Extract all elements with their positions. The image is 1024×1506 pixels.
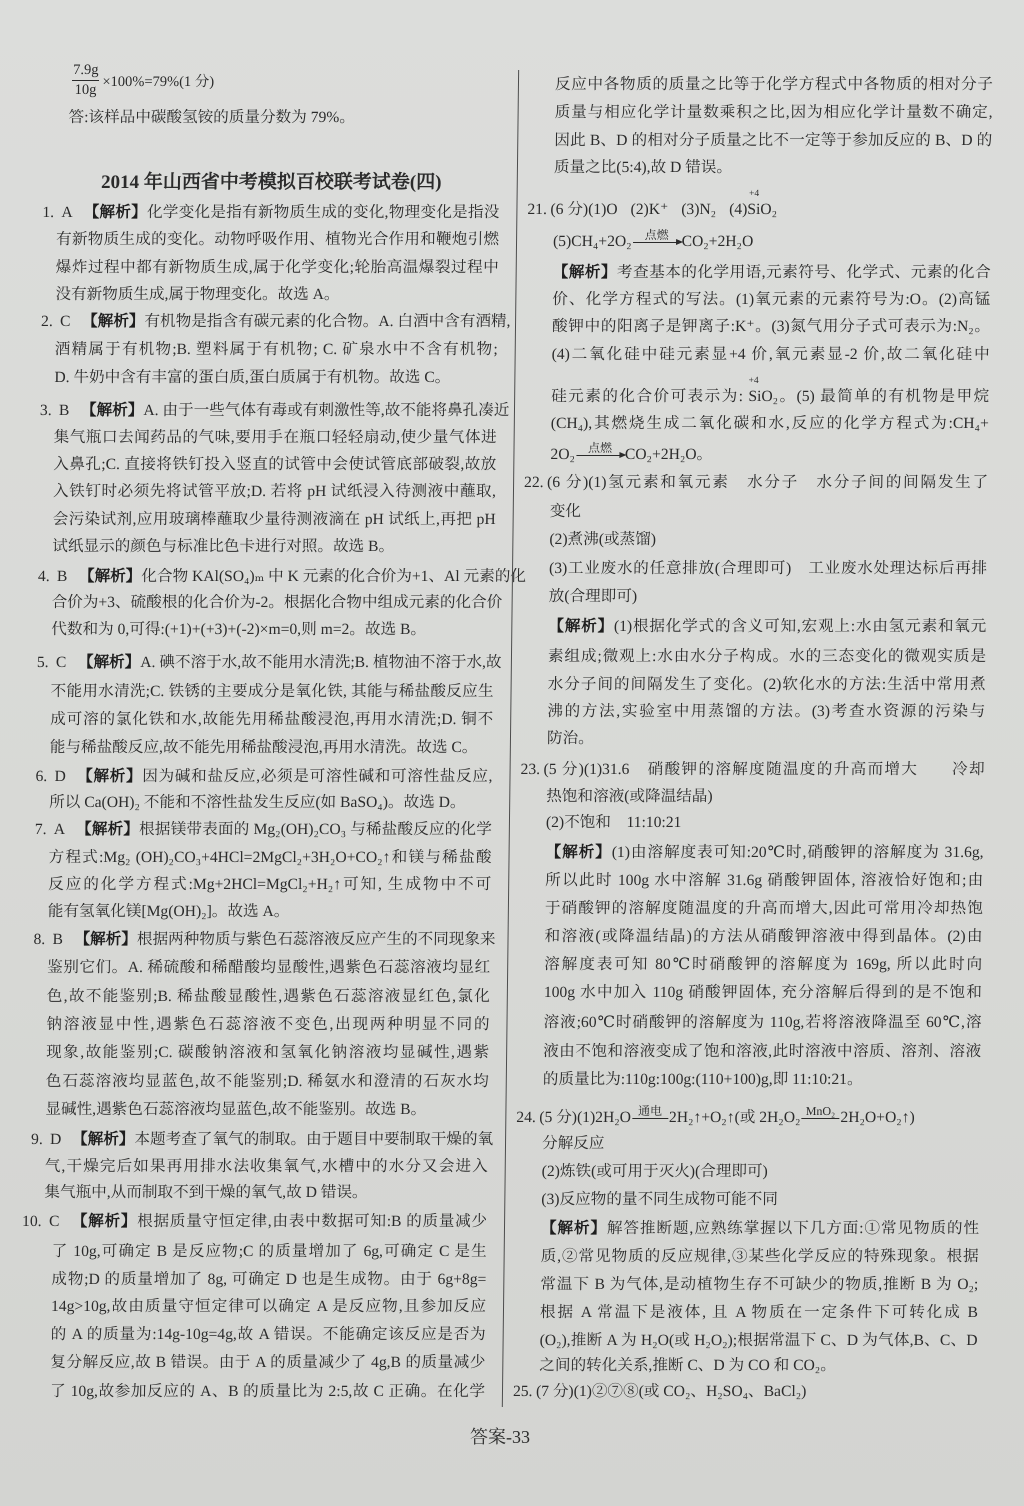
item-3-line: 入铁钉时必须先将试管平放;D. 若将 pH 试纸浸入待测液中蘸取,	[52, 483, 497, 500]
item-number: 10.	[21, 1213, 42, 1230]
item-number: 1.	[42, 204, 55, 221]
equation-reactants: (5)CH₄+2O₂	[552, 233, 632, 250]
item-answer: A	[61, 204, 73, 221]
question-23-analysis-line: 所以此时 100g 水中溶解 31.6g 硝酸钾固体, 溶液恰好饱和;由	[545, 872, 984, 889]
item-number: 9.	[30, 1131, 43, 1148]
fraction-numerator: 7.9g	[72, 61, 100, 81]
item-3-line: 会污染试剂,应用玻璃棒蘸取少量待测液滴在 pH 试纸上,再把 pH	[52, 511, 496, 528]
question-23-analysis-line: 和溶液(或降温结晶)的方法从硝酸钾溶液中得到晶体。(2)由	[544, 928, 983, 945]
reaction-condition: MnO₂	[805, 1103, 836, 1118]
reaction-condition: 点燃	[644, 227, 669, 242]
valence-element: Si	[748, 388, 762, 405]
question-22-analysis-line: 水分子间的间隔发生了变化。(2)软化水的方法:生活中常用煮	[547, 676, 986, 693]
question-22-analysis-line: 素组成;微观上:水由水分子构成。水的三态变化的微观实质是	[547, 648, 987, 665]
question-number: 24.	[516, 1109, 536, 1126]
item-3-line: 集气瓶口去闻药品的气味,要用手在瓶口轻轻扇动,使少量气体进	[53, 429, 497, 446]
item-10-continuation-line: 质量与相应化学计量数乘积之比,因为相应化学计量数不确定,	[554, 104, 993, 121]
item-9-first-line	[30, 1126, 494, 1154]
analysis-tag: 【解析】	[548, 618, 615, 635]
item-number: 5.	[36, 654, 49, 671]
question-number: 23.	[520, 761, 541, 778]
item-5-first-line	[36, 649, 502, 677]
question-22-line: (2)煮沸(或蒸馏)	[549, 531, 657, 548]
analysis-tag: 【解析】	[77, 654, 141, 671]
item-1-line: 有新物质生成的变化。动物呼吸作用、植物光合作用和鞭炮引燃	[55, 231, 500, 248]
item-text: 有机物是指含有碳元素的化合物。A. 白酒中含有酒精,	[144, 313, 511, 330]
question-22-first-line	[524, 469, 988, 497]
question-25-first-line	[513, 1378, 977, 1406]
item-3-first-line	[39, 397, 510, 425]
item-7-line: 能有氢氧化镁[Mg(OH)₂]。故选 A。	[47, 903, 290, 920]
item-8-line: 显碱性,遇紫色石蕊溶液均显蓝色,故不能鉴别。故选 B。	[45, 1101, 427, 1118]
question-24-analysis-line: 常温下 B 为气体,是动植物生存不可缺少的物质,推断 B 为 O₂;	[540, 1276, 979, 1293]
question-22-analysis-line: 沸的方法,实验室中用蒸馏的方法。(3)考查水资源的污染与	[547, 703, 986, 720]
item-3-line: 入鼻孔;C. 直接将铁钉投入竖直的试管中会使试管底部破裂,故放	[53, 456, 497, 473]
equation-products: CO₂+2H₂O。	[624, 446, 713, 463]
item-text: 根据镁带表面的 Mg₂(OH)₂CO₃ 与稀盐酸反应的化学	[138, 821, 492, 838]
item-2-line: D. 牛奶中含有丰富的蛋白质,蛋白质属于有机物。故选 C。	[54, 369, 451, 386]
analysis-tag: 【解析】	[70, 1213, 138, 1230]
question-24-analysis-line: 根据 A 常温下是液体, 且 A 物质在一定条件下可转化成 B	[539, 1304, 979, 1321]
fraction	[72, 61, 100, 100]
item-7-line: 方程式:Mg₂ (OH)₂CO₃+4HCl=2MgCl₂+3H₂O+CO₂↑和镁与稀盐酸	[48, 849, 492, 866]
answer-text: (1)31.6 硝酸钾的溶解度随温度的升高而增大 冷却	[583, 761, 985, 778]
item-10-first-line	[22, 1208, 487, 1236]
question-score: (6 分)	[550, 201, 589, 218]
item-5-line: 不能用水清洗;C. 铁锈的主要成分是氧化铁, 其能与稀盐酸反应生	[50, 683, 494, 700]
item-2-line: 酒精属于有机物;B. 塑料属于有机物; C. 矿泉水中不含有机物;	[54, 341, 498, 358]
answer-part-3: (3)N₂	[681, 201, 717, 218]
item-4-first-line	[37, 563, 527, 591]
analysis-text: (1)根据化学式的含义可知,宏观上:水由氢元素和氧元	[613, 618, 987, 635]
item-4-line: 合价为+3、硫酸根的化合价为-2。根据化合物中组成元素的化合价	[51, 594, 503, 611]
item-text: 根据两种物质与紫色石蕊溶液反应产生的不同现象来	[136, 931, 496, 948]
item-3-line: 试纸显示的颜色与标准比色卡进行对照。故选 B。	[52, 538, 395, 555]
item-8-line: 现象,故能鉴别;C. 碳酸钠溶液和氢氧化钠溶液均显碱性,遇紫	[46, 1044, 490, 1061]
item-10-continuation-line: 因此 B、D 的相对分子质量之比不一定等于参加反应的 B、D 的	[554, 132, 993, 149]
item-answer: B	[58, 402, 70, 419]
equation-products: 2H₂↑+O₂↑(或 2H₂O₂	[668, 1109, 801, 1126]
answer-part-4-prefix: (4)	[729, 201, 748, 218]
question-23-line: 热饱和溶液(或降温结晶)	[546, 788, 713, 805]
item-10-line: 的 A 的质量为:14g-10g=4g,故 A 错误。不能确定该反应是否为	[50, 1326, 486, 1343]
question-number: 21.	[527, 201, 548, 218]
valence-mark: +4	[748, 189, 760, 199]
question-24-analysis-line: 质,②常见物质的反应规律,③某些化学反应的特殊现象。根据	[540, 1248, 979, 1265]
analysis-tag: 【解析】	[78, 568, 142, 585]
answer-part-2: (2)K⁺	[630, 201, 669, 218]
analysis-text: 硅元素的化合价可表示为:	[551, 388, 749, 405]
question-score: (5 分)	[543, 761, 585, 778]
item-text: 根据质量守恒定律,由表中数据可知:B 的质量减少	[137, 1213, 488, 1230]
item-6-first-line	[35, 763, 492, 791]
item-number: 4.	[37, 568, 50, 585]
item-10-continuation-line: 质量之比(5:4),故 D 错误。	[553, 159, 733, 176]
question-23-analysis-line: 于硝酸钾的溶解度随温度的升高而增大,因此可常用冷却热饱	[544, 900, 984, 917]
analysis-tag: 【解析】	[71, 1131, 135, 1148]
analysis-tag: 【解析】	[75, 821, 140, 838]
question-21-equation	[553, 228, 991, 256]
item-number: 7.	[34, 821, 47, 838]
question-score: (7 分)	[535, 1383, 574, 1400]
analysis-tag: 【解析】	[76, 768, 143, 785]
answer-text: (1)氢元素和氧元素 水分子 水分子间的间隔发生了	[588, 474, 989, 491]
item-10-line: 复分解反应,故 B 错误。由于 A 的质量减少了 4g,B 的质量减少	[50, 1354, 486, 1371]
item-7-first-line	[35, 816, 492, 844]
item-number: 6.	[35, 768, 48, 785]
item-5-line: 能与稀盐酸反应,故不能先用稀盐酸浸泡,再用水清洗。故选 C。	[49, 739, 478, 756]
question-score: (6 分)	[547, 474, 589, 491]
item-text: A. 由于一些气体有毒或有刺激性等,故不能将鼻孔凑近	[143, 402, 510, 419]
question-22-analysis-line: 防治。	[546, 730, 594, 747]
item-2-first-line	[40, 308, 511, 336]
question-21-answers	[527, 189, 991, 224]
item-8-line: 钠溶液显中性,遇紫色石蕊溶液不变色,出现两种明显不同的	[46, 1016, 490, 1033]
item-1-line: 爆炸过程中都有新物质生成,属于化学变化;轮胎高温爆裂过程中	[55, 259, 499, 276]
item-7-line: 反应的化学方程式:Mg+2HCl=MgCl₂+H₂↑可知, 生成物中不可	[48, 876, 492, 893]
question-24-analysis-first-line	[541, 1215, 979, 1243]
question-21-analysis-line	[551, 376, 990, 411]
question-22-analysis-first-line	[548, 613, 986, 641]
item-10-line: 了 10g,故参加反应的 A、B 的质量比为 2:5,故 C 正确。在化学	[49, 1383, 486, 1400]
question-23-first-line	[520, 756, 984, 784]
question-24-equation-line	[516, 1104, 980, 1132]
analysis-tag: 【解析】	[552, 264, 618, 281]
analysis-tag: 【解析】	[81, 313, 145, 330]
reaction-equals-icon	[632, 1103, 668, 1119]
item-8-line: 色石蕊溶液均显蓝色,故不能鉴别;D. 稀氨水和澄清的石灰水均	[45, 1073, 489, 1090]
item-answer: D	[49, 1131, 62, 1148]
question-22-line: 变化	[549, 503, 582, 520]
question-23-analysis-line: 的质量比为:110g:100g:(110+100)g,即 11:10:21。	[542, 1071, 863, 1088]
question-21-analysis-line: (4)二氧化硅中硅元素显+4 价,氧元素显-2 价,故二氧化硅中	[551, 346, 990, 363]
answer-part-4-suffix: O₂	[760, 201, 778, 218]
conclusion-line: 答:该样品中碳酸氢铵的质量分数为 79%。	[68, 109, 355, 126]
question-24-line: 分解反应	[541, 1135, 605, 1152]
question-23-line: (2)不饱和 11:10:21	[545, 814, 682, 831]
item-1-first-line	[42, 199, 499, 227]
valence-notation	[748, 376, 762, 411]
question-24-line: (2)炼铁(或可用于灭火)(合理即可)	[541, 1163, 768, 1180]
question-23-analysis-line: 溶解度表可知 80℃时硝酸钾的溶解度为 169g, 所以此时向	[544, 956, 983, 973]
page-number: 答案-33	[470, 1427, 530, 1447]
valence-mark: +4	[748, 376, 759, 386]
question-score: (5 分)	[539, 1109, 578, 1126]
item-answer: B	[56, 568, 68, 585]
equation-reactants: (1)2H₂O	[576, 1109, 632, 1126]
question-number: 25.	[512, 1383, 533, 1400]
score-calculation	[72, 61, 215, 100]
analysis-tag: 【解析】	[545, 844, 612, 861]
item-10-continuation-line: 反应中各物质的质量之比等于化学方程式中各物质的相对分子	[554, 76, 994, 93]
column-divider	[502, 70, 520, 1407]
analysis-tag: 【解析】	[83, 204, 148, 221]
valence-notation	[747, 189, 761, 224]
item-1-line: 没有新物质生成,属于物理变化。故选 A。	[55, 286, 340, 303]
reaction-condition: 点燃	[587, 440, 613, 455]
item-text: A. 碘不溶于水,故不能用水清洗;B. 植物油不溶于水,故	[140, 654, 502, 671]
question-21-analysis-equation	[550, 441, 988, 469]
question-22-line: (3)工业废水的任意排放(合理即可) 工业废水处理达标后再排	[548, 560, 988, 577]
equation-products: CO₂+2H₂O	[681, 233, 754, 250]
item-answer: B	[52, 931, 64, 948]
item-answer: C	[59, 313, 71, 330]
question-23-analysis-line: 液由不饱和溶液变成了饱和溶液,此时溶液中溶质、溶剂、溶液	[543, 1043, 982, 1060]
item-4-line: 代数和为 0,可得:(+1)+(+3)+(-2)×m=0,则 m=2。故选 B。	[51, 621, 427, 638]
fraction-denominator: 10g	[74, 82, 97, 98]
item-text: 因为碱和盐反应,必须是可溶性碱和可溶性盐反应,	[142, 768, 493, 785]
analysis-tag: 【解析】	[540, 1220, 608, 1237]
item-answer: A	[53, 821, 66, 838]
valence-element: Si	[747, 201, 761, 218]
item-8-line: 鉴别它们。A. 稀硫酸和稀醋酸均显酸性,遇紫色石蕊溶液均显红	[47, 959, 491, 976]
item-6-line: 所以 Ca(OH)₂ 不能和不溶性盐发生反应(如 BaSO₄)。故选 D。	[49, 794, 466, 811]
question-24-line: (3)反应物的量不同生成物可能不同	[541, 1191, 778, 1208]
item-8-line: 色,故不能鉴别;B. 稀盐酸显酸性,遇紫色石蕊溶液显红色,氯化	[46, 988, 490, 1005]
equation-products: 2H₂O+O₂↑)	[840, 1109, 915, 1126]
answer-part-1: (1)O	[588, 201, 618, 218]
item-number: 3.	[39, 402, 52, 419]
analysis-text: 考查基本的化学用语,元素符号、化学式、元素的化合	[616, 264, 991, 281]
equation-reactants: 2O₂	[550, 446, 576, 463]
question-23-analysis-first-line	[545, 839, 983, 867]
question-number: 22.	[524, 474, 544, 491]
question-21-analysis-line: (CH₄),其燃烧生成二氧化碳和水,反应的化学方程式为:CH₄+	[550, 415, 989, 432]
section-title: 2014 年山西省中考模拟百校联考试卷(四)	[100, 172, 442, 193]
question-24-analysis-line: (O₂),推断 A 为 H₂O(或 H₂O₂);根据常温下 C、D 为气体,B、C、D	[539, 1332, 978, 1349]
question-21-analysis-first-line	[552, 259, 990, 287]
question-21-analysis-line: 价、化学方程式的写法。(1)氧元素的元素符号为:O。(2)高锰	[552, 291, 991, 308]
reaction-equals-icon	[801, 1103, 839, 1119]
item-text: 化学变化是指有新物质生成的变化,物理变化是指没	[146, 204, 500, 221]
item-number: 2.	[40, 313, 53, 330]
item-answer: C	[48, 1213, 60, 1230]
item-number: 8.	[33, 931, 46, 948]
answer-text: (1)②⑦⑧(或 CO₂、H₂SO₄、BaCl₂)	[573, 1383, 807, 1400]
item-answer: C	[55, 654, 67, 671]
item-9-line: 集气瓶中,从而制取不到干燥的氧气,故 D 错误。	[44, 1184, 368, 1201]
analysis-tag: 【解析】	[80, 402, 144, 419]
analysis-tag: 【解析】	[74, 931, 138, 948]
item-text: 化合物 KAl(SO₄)ₘ 中 K 元素的化合价为+1、Al 元素的化	[141, 568, 527, 585]
question-23-analysis-line: 溶液;60℃时硝酸钾的溶解度为 110g,若将溶液降温至 60℃,溶	[543, 1014, 982, 1031]
reaction-condition: 通电	[637, 1103, 663, 1118]
analysis-text: (1)由溶解度表可知:20℃时,硝酸钾的溶解度为 31.6g,	[611, 844, 984, 861]
reaction-arrow-icon	[576, 440, 624, 456]
reaction-arrow-icon	[633, 227, 681, 243]
question-24-analysis-line: 之间的转化关系,推断 C、D 为 CO 和 CO₂。	[539, 1357, 836, 1374]
analysis-text: O₂。(5) 最简单的有机物是甲烷	[761, 388, 990, 405]
item-5-line: 成可溶的氯化铁和水,故能先用稀盐酸浸泡,再用水清洗;D. 铜不	[50, 711, 494, 728]
item-8-first-line	[33, 926, 496, 954]
question-23-analysis-line: 100g 水中加入 110g 硝酸钾固体, 充分溶解后得到的是不饱和	[543, 984, 982, 1001]
item-text: 本题考查了氧气的制取。由于题目中要制取干燥的氧	[134, 1131, 494, 1148]
question-22-line: 放(合理即可)	[548, 588, 638, 605]
item-10-line: 成物;D 的质量增加了 8g, 可确定 D 也是生成物。由于 6g+8g=	[51, 1271, 487, 1288]
item-10-line: 了 10g,可确定 B 是反应物;C 的质量增加了 6g,可确定 C 是生	[51, 1243, 487, 1260]
item-10-line: 14g>10g,故由质量守恒定律可以确定 A 是反应物,且参加反应	[50, 1298, 487, 1315]
question-21-analysis-line: 酸钾中的阳离子是钾离子:K⁺。(3)氮气用分子式可表示为:N₂。	[551, 318, 991, 335]
item-answer: D	[54, 768, 66, 785]
analysis-text: 解答推断题,应熟练掌握以下几方面:①常见物质的性	[606, 1220, 980, 1237]
calculation-result: ×100%=79%(1 分)	[102, 74, 215, 90]
item-9-line: 气,干燥完后如果再用排水法收集氧气,水槽中的水分又会进入	[44, 1158, 488, 1175]
